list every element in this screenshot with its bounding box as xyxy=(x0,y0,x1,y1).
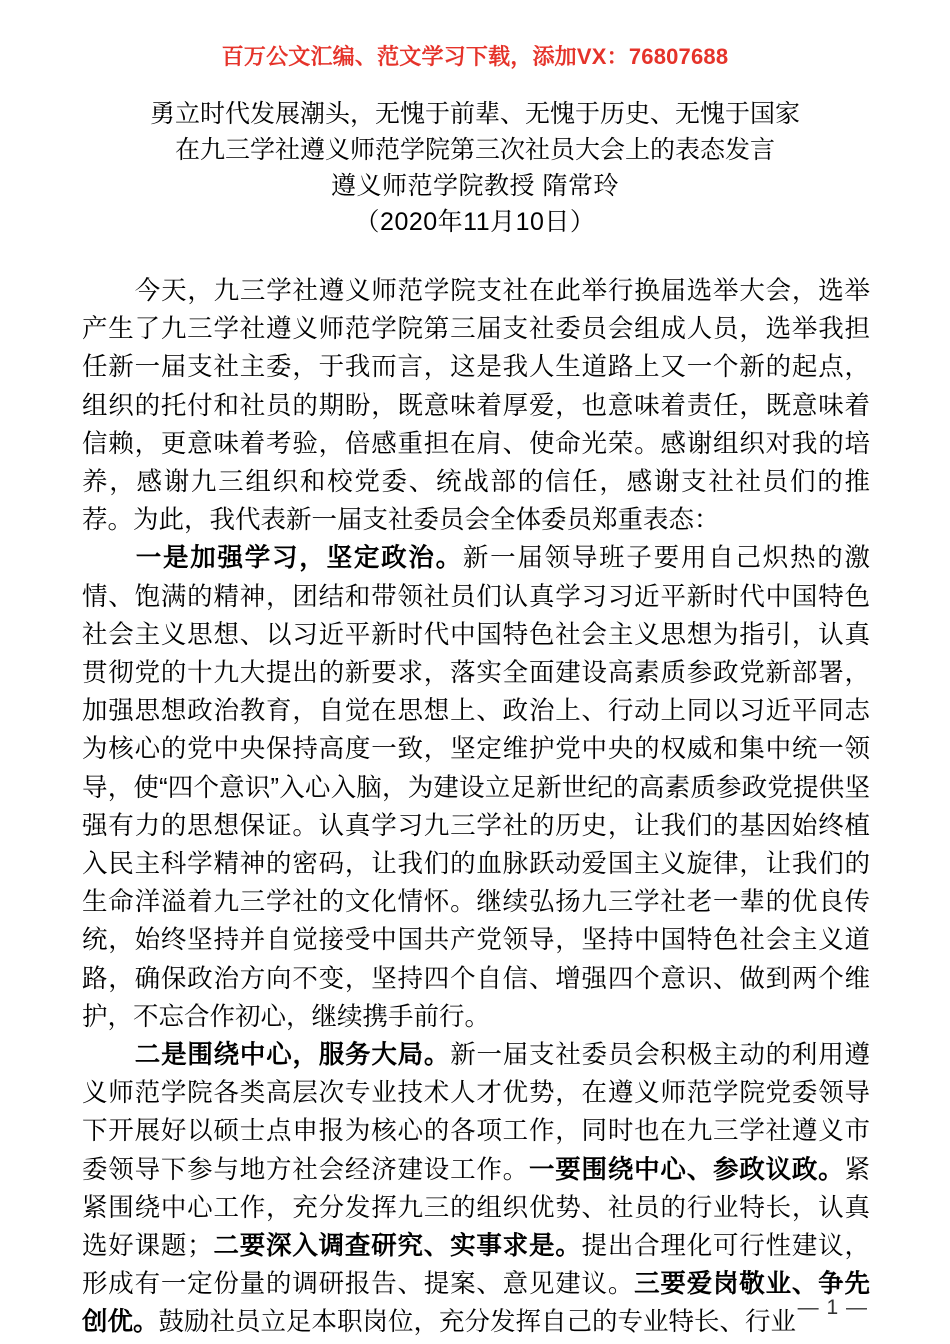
promo-header-text: 百万公文汇编、范文学习下载，添加VX：76807688 xyxy=(221,44,729,69)
document-body xyxy=(82,272,870,1342)
paragraph-2-text: 新一届领导班子要用自己炽热的激情、饱满的精神，团结和带领社员们认真学习习近平新时代中国特色社会主义思想、以习近平新时代中国特色社会主义思想为指引，认真贯彻党的十九大提出的新要求，落实全面建设高素质参政党新部署，加强思想政治教育，自觉在思想上、政治上、行动上同以习近平同志为核心的党中央保持高度一致，坚定维护党中央的权威和集中统一领导，使“四个意识”入心入脑，为建设立足新世纪的高素质参政党提供坚强有力的思想保证。认真学习九三学社的历史，让我们的基因始终植入民主科学精神的密码，让我们的血脉跃动爱国主义旋律，让我们的生命洋溢着九三学社的文化情怀。继续弘扬九三学社老一辈的优良传统，始终坚持并自觉接受中国共产党领导，坚持中国特色社会主义道路，确保政治方向不变，坚持四个自信、增强四个意识、做到两个维护，不忘合作初心，继续携手前行。 xyxy=(82,544,870,1031)
document-title-line-2: 在九三学社遵义师范学院第三次社员大会上的表态发言 xyxy=(174,136,775,164)
page-number-footer: — 1 — xyxy=(797,1296,868,1319)
paragraph-3-subheading-3: 三要爱岗敬业、争先创优。 xyxy=(82,1270,870,1337)
paragraph-3-subheading-2: 二要深入调查研究、实事求是。 xyxy=(212,1232,582,1261)
paragraph-3-subheading-1: 一要围绕中心、参政议政。 xyxy=(528,1155,845,1184)
document-title-line-1: 勇立时代发展潮头，无愧于前辈、无愧于历史、无愧于国家 xyxy=(149,100,800,128)
paragraph-3-text-1: 新一届支社委员会积极主动的利用遵义师范学院各类高层次专业技术人才优势，在遵义师范学院党委领导下开展好以硕士点申报为核心的各项工作，同时也在九三学社遵义市委领导下参与地方社会经济建设工作。 xyxy=(82,1041,870,1184)
title-block xyxy=(75,96,875,240)
paragraph-3-text-4: 鼓励社员立足本职岗位，充分发挥自己的专业特长、行业 xyxy=(158,1308,797,1337)
paragraph-1-text: 今天，九三学社遵义师范学院支社在此举行换届选举大会，选举产生了九三学社遵义师范学院第三届支社委员会组成人员，选举我担任新一届支社主委，于我而言，这是我人生道路上又一个新的起点，组织的托付和社员的期盼，既意味着厚爱，也意味着责任，既意味着信赖，更意味着考验，倍感重担在肩、使命光荣。感谢组织对我的培养，感谢九三组织和校党委、统战部的信任，感谢支社社员们的推荐。为此，我代表新一届支社委员会全体委员郑重表态： xyxy=(82,277,870,535)
paragraph-1 xyxy=(82,272,870,539)
document-author: 遵义师范学院教授 隋常玲 xyxy=(331,172,619,200)
paragraph-3-text-2: 紧紧围绕中心工作，充分发挥九三的组织优势、社员的行业特长，认真选好课题； xyxy=(82,1155,870,1261)
paragraph-2 xyxy=(82,539,870,1036)
document-date: （2020年11月10日） xyxy=(354,208,596,236)
paragraph-2-heading: 一是加强学习，坚定政治。 xyxy=(134,544,463,573)
paragraph-3-text-3: 提出合理化可行性建议，形成有一定份量的调研报告、提案、意见建议。 xyxy=(82,1232,870,1299)
paragraph-3-heading: 二是围绕中心，服务大局。 xyxy=(134,1041,451,1070)
